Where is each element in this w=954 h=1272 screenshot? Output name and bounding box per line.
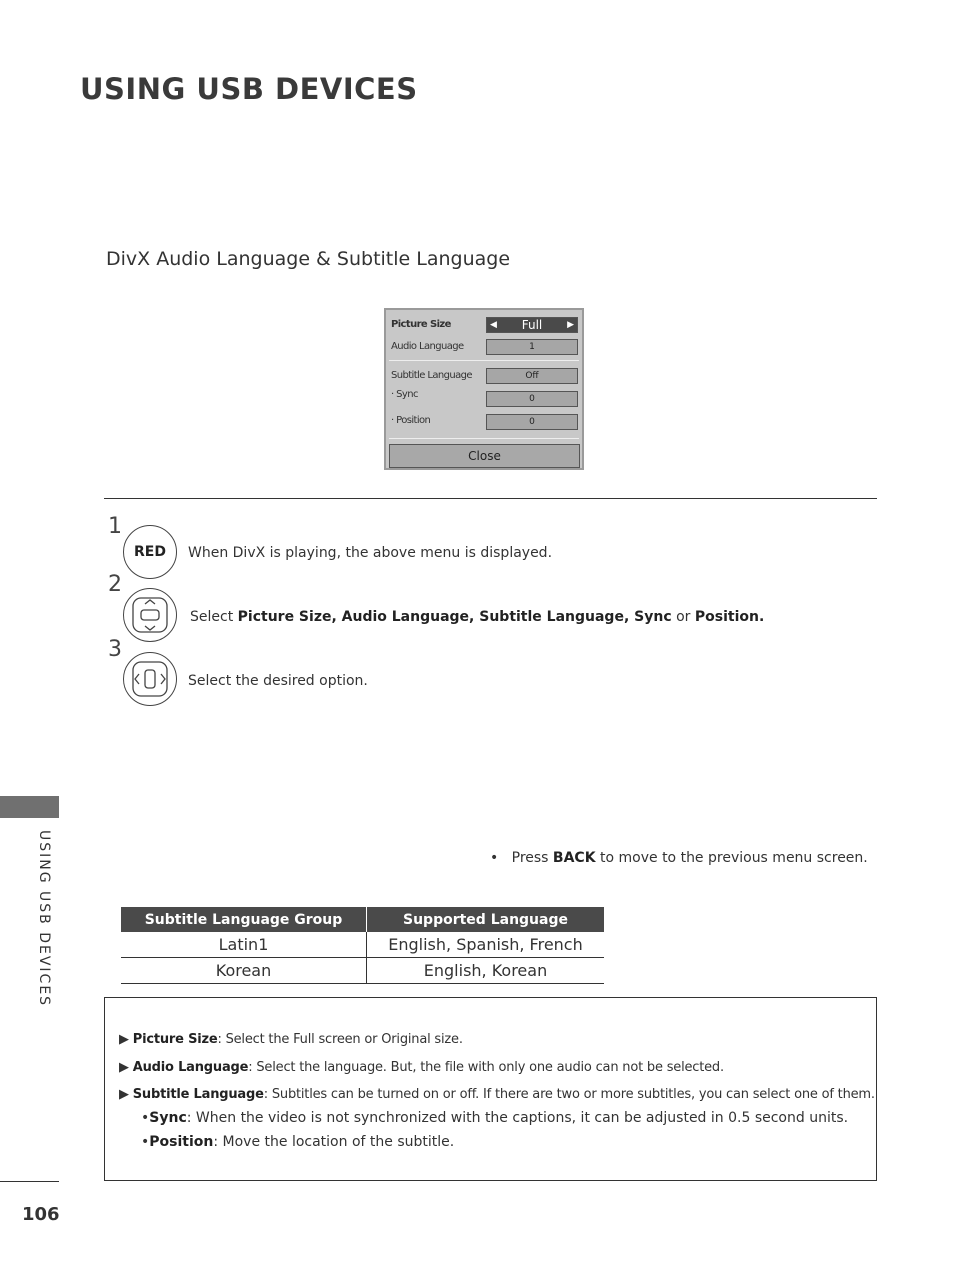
back-key: BACK xyxy=(552,850,596,866)
note-picture-size: ▶ Picture Size: Select the Full screen or Original size. xyxy=(119,1032,463,1047)
page-title: USING USB DEVICES xyxy=(80,72,418,106)
osd-value-audio-language: 1 xyxy=(486,339,578,355)
step-number-3: 3 xyxy=(108,637,122,662)
notes-box xyxy=(104,997,877,1181)
osd-label-audio-language: Audio Language xyxy=(391,341,464,352)
sidebar-label: USING USB DEVICES xyxy=(36,830,52,1008)
osd-value-position: 0 xyxy=(486,414,578,430)
osd-label-sync: · Sync xyxy=(391,389,418,400)
triangle-bullet-icon: ▶ xyxy=(119,1060,129,1075)
osd-close-button: Close xyxy=(389,444,580,468)
osd-separator xyxy=(389,360,579,361)
page-number: 106 xyxy=(22,1204,60,1225)
table-cell: English, Spanish, French xyxy=(367,932,605,958)
navigation-up-down-icon xyxy=(123,588,177,642)
nav-up-down-icon xyxy=(124,589,176,641)
bullet-icon: • xyxy=(141,1110,150,1126)
nav-left-right-icon xyxy=(124,653,176,705)
note-position: •Position: Move the location of the subtitle. xyxy=(141,1134,455,1150)
table-cell: English, Korean xyxy=(367,958,605,984)
osd-separator xyxy=(389,438,579,439)
back-note: • Press BACK to move to the previous menu screen. xyxy=(490,850,868,866)
table-header-row xyxy=(121,907,604,932)
table-cell: Latin1 xyxy=(121,932,367,958)
table-cell: Korean xyxy=(121,958,367,984)
page-number-rule xyxy=(0,1181,59,1182)
triangle-bullet-icon: ▶ xyxy=(119,1032,129,1047)
note-subtitle-language: ▶ Subtitle Language: Subtitles can be turned on or off. If there are two or more subtitles, you can select one of them. xyxy=(119,1087,875,1102)
step-2-text: Select Picture Size, Audio Language, Subtitle Language, Sync or Position. xyxy=(190,609,765,625)
osd-value-sync: 0 xyxy=(486,391,578,407)
osd-value-picture-size-text: Full xyxy=(521,318,543,332)
bullet-icon: • xyxy=(141,1134,150,1150)
osd-label-subtitle-language: Subtitle Language xyxy=(391,370,472,381)
sidebar-tab xyxy=(0,796,59,818)
note-sync: •Sync: When the video is not synchronized with the captions, it can be adjusted in 0.5 second units. xyxy=(141,1110,849,1126)
step-1-text: When DivX is playing, the above menu is displayed. xyxy=(188,545,553,561)
left-arrow-icon: ◀ xyxy=(490,320,497,330)
section-divider xyxy=(104,498,877,499)
note-audio-language: ▶ Audio Language: Select the language. But, the file with only one audio can not be selected. xyxy=(119,1060,724,1075)
table-header: Supported Language xyxy=(367,907,605,932)
table-header: Subtitle Language Group xyxy=(121,907,367,932)
step-number-2: 2 xyxy=(108,572,122,597)
step-3-text: Select the desired option. xyxy=(188,673,368,689)
navigation-left-right-icon xyxy=(123,652,177,706)
osd-menu xyxy=(384,308,584,470)
right-arrow-icon: ▶ xyxy=(567,320,574,330)
osd-label-picture-size: Picture Size xyxy=(391,319,451,330)
triangle-bullet-icon: ▶ xyxy=(119,1087,129,1102)
red-button-icon: RED xyxy=(123,525,177,579)
osd-value-picture-size xyxy=(486,317,578,333)
osd-value-subtitle-language: Off xyxy=(486,368,578,384)
subtitle-language-table xyxy=(121,907,604,984)
table-row xyxy=(121,958,604,984)
table-row xyxy=(121,932,604,958)
osd-label-position: · Position xyxy=(391,415,431,426)
section-title: DivX Audio Language & Subtitle Language xyxy=(106,248,511,270)
step-number-1: 1 xyxy=(108,514,122,539)
